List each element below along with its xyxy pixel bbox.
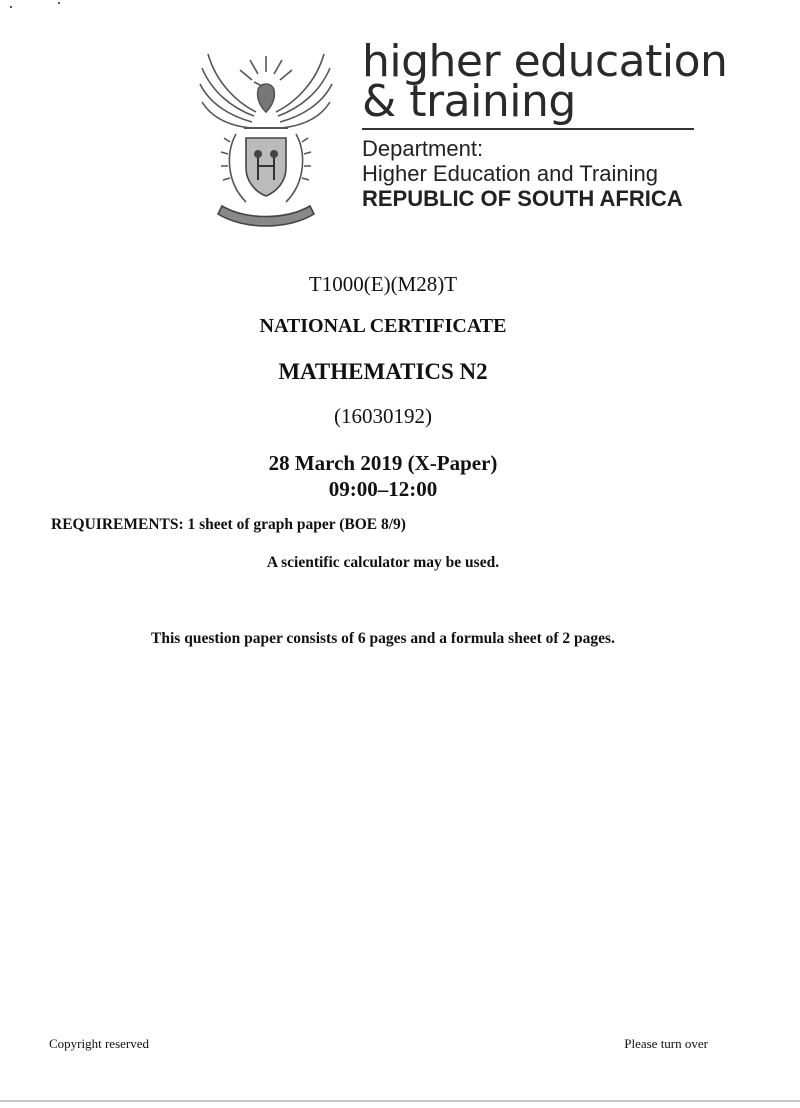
subject-code: (16030192)	[334, 404, 432, 428]
scan-speck	[58, 2, 60, 4]
brand-title-line1: higher education	[362, 36, 728, 87]
certificate-title: NATIONAL CERTIFICATE	[259, 315, 507, 337]
turn-over-note: Please turn over	[624, 1036, 708, 1051]
scan-edge-line	[0, 1100, 800, 1102]
header-divider	[362, 128, 694, 130]
coat-of-arms-icon	[196, 42, 336, 230]
country-name: REPUBLIC OF SOUTH AFRICA	[362, 186, 683, 211]
brand-title-line2: & training	[362, 76, 576, 127]
copyright-notice: Copyright reserved	[49, 1036, 150, 1051]
pages-note: This question paper consists of 6 pages and a formula sheet of 2 pages.	[151, 630, 615, 647]
department-name: Higher Education and Training	[362, 161, 658, 186]
department-label: Department:	[362, 136, 484, 161]
subject-title: MATHEMATICS N2	[278, 359, 488, 384]
scan-speck	[10, 6, 12, 8]
exam-date: 28 March 2019 (X-Paper)	[268, 451, 498, 475]
exam-time: 09:00–12:00	[328, 477, 438, 501]
paper-code: T1000(E)(M28)T	[308, 272, 458, 296]
calculator-note: A scientific calculator may be used.	[266, 554, 500, 571]
requirements-text: REQUIREMENTS: 1 sheet of graph paper (BOE 8/9)	[51, 516, 406, 533]
